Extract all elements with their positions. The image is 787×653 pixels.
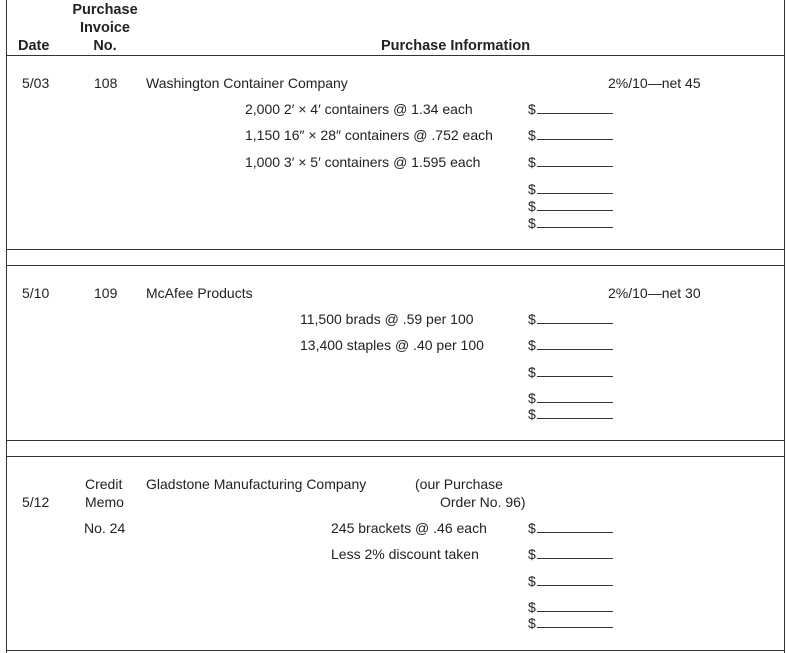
amount-blank (537, 546, 613, 559)
entry-1-terms: 2%/10—net 45 (608, 75, 701, 91)
invoice-header-line2: Invoice (80, 20, 130, 36)
amount-field[interactable] (528, 311, 613, 327)
amount-blank (537, 154, 613, 167)
amount-blank (537, 520, 613, 533)
dollar-sign: $ (528, 520, 536, 536)
section-divider-2b (6, 456, 785, 457)
dollar-sign: $ (528, 311, 536, 327)
dollar-sign: $ (528, 198, 536, 214)
dollar-sign: $ (528, 127, 536, 143)
amount-blank (537, 573, 613, 586)
entry-2-invoice: 109 (94, 285, 118, 301)
amount-field[interactable] (528, 546, 613, 562)
dollar-sign: $ (528, 406, 536, 422)
entry-3-item-1: 245 brackets @ .46 each (331, 520, 487, 536)
amount-blank (537, 311, 613, 324)
invoice-column-header (62, 1, 148, 55)
amount-field[interactable] (528, 154, 613, 170)
amount-field[interactable] (528, 127, 613, 143)
amount-field[interactable] (528, 101, 613, 117)
amount-field[interactable] (528, 406, 613, 422)
dollar-sign: $ (528, 154, 536, 170)
amount-field[interactable] (528, 215, 613, 231)
dollar-sign: $ (528, 573, 536, 589)
entry-3-note-line2: Order No. 96) (440, 494, 526, 510)
date-column-header: Date (18, 38, 50, 54)
amount-field[interactable] (528, 599, 613, 615)
section-divider-2a (6, 440, 785, 441)
amount-blank (537, 101, 613, 114)
invoice-header-line1: Purchase (72, 2, 138, 18)
entry-2-terms: 2%/10—net 30 (608, 285, 701, 301)
amount-blank (537, 127, 613, 140)
dollar-sign: $ (528, 615, 536, 631)
dollar-sign: $ (528, 546, 536, 562)
amount-blank (537, 181, 613, 194)
dollar-sign: $ (528, 599, 536, 615)
amount-blank (537, 615, 613, 628)
amount-field[interactable] (528, 364, 613, 380)
amount-field[interactable] (528, 337, 613, 353)
entry-1-date: 5/03 (22, 75, 50, 91)
entry-3-memo-line2: Memo (85, 494, 124, 510)
amount-blank (537, 406, 613, 419)
entry-2-date: 5/10 (22, 285, 50, 301)
dollar-sign: $ (528, 390, 536, 406)
amount-blank (537, 364, 613, 377)
entry-1-item-3: 1,000 3′ × 5′ containers @ 1.595 each (245, 154, 481, 170)
amount-field[interactable] (528, 615, 613, 631)
entry-3-vendor: Gladstone Manufacturing Company (146, 476, 367, 492)
amount-blank (537, 390, 613, 403)
amount-field[interactable] (528, 573, 613, 589)
left-border (6, 0, 7, 653)
dollar-sign: $ (528, 215, 536, 231)
amount-field[interactable] (528, 520, 613, 536)
amount-field[interactable] (528, 181, 613, 197)
entry-3-memo-line3: No. 24 (84, 520, 126, 536)
amount-blank (537, 337, 613, 350)
info-column-header: Purchase Information (381, 38, 531, 54)
entry-2-vendor: McAfee Products (146, 285, 253, 301)
entry-2-item-1: 11,500 brads @ .59 per 100 (300, 311, 474, 327)
bottom-border (6, 650, 785, 651)
entry-1-vendor: Washington Container Company (146, 75, 348, 91)
amount-field[interactable] (528, 198, 613, 214)
entry-1-item-1: 2,000 2′ × 4′ containers @ 1.34 each (245, 101, 473, 117)
section-divider-1b (6, 265, 785, 266)
invoice-header-line3: No. (93, 38, 117, 54)
header-divider (6, 55, 785, 56)
entry-2-item-2: 13,400 staples @ .40 per 100 (300, 337, 484, 353)
right-border (784, 0, 785, 653)
amount-blank (537, 599, 613, 612)
entry-1-invoice: 108 (94, 75, 118, 91)
amount-blank (537, 215, 613, 228)
entry-1-item-2: 1,150 16″ × 28″ containers @ .752 each (245, 127, 493, 143)
dollar-sign: $ (528, 181, 536, 197)
section-divider-1a (6, 249, 785, 250)
dollar-sign: $ (528, 337, 536, 353)
dollar-sign: $ (528, 101, 536, 117)
dollar-sign: $ (528, 364, 536, 380)
amount-field[interactable] (528, 390, 613, 406)
amount-blank (537, 198, 613, 211)
entry-3-item-2: Less 2% discount taken (331, 546, 479, 562)
entry-3-date: 5/12 (22, 494, 50, 510)
entry-3-memo-line1: Credit (85, 476, 123, 492)
entry-3-note-line1: (our Purchase (415, 476, 503, 492)
